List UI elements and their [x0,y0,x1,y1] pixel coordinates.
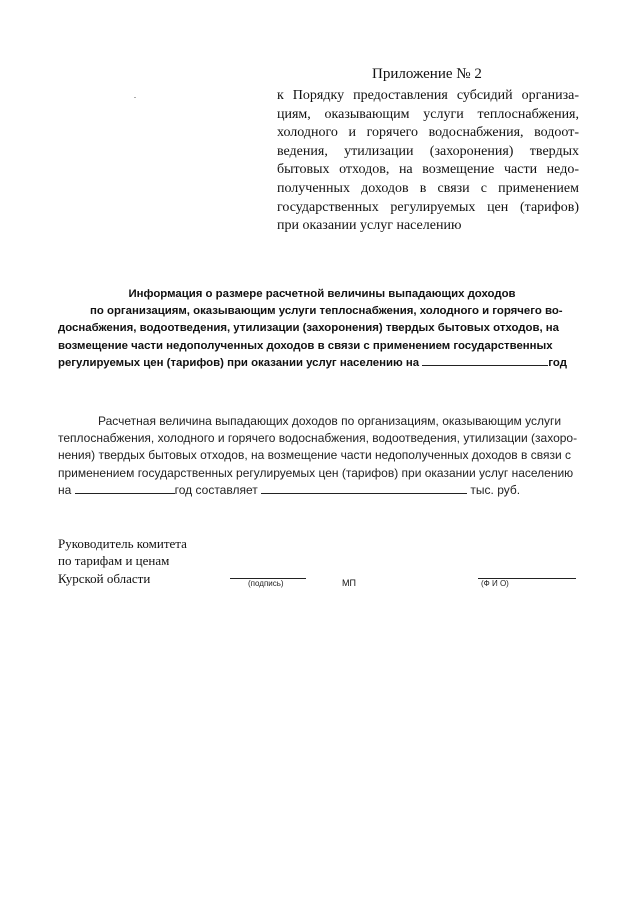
body-line: применением государственных регулируемых цен (тарифов) при оказании услуг населению [58,465,574,480]
appendix-text [277,87,579,236]
appendix-line: полученных доходов в связи с применением [277,180,579,196]
year-blank [75,483,175,494]
body-line: нения) твердых бытовых отходов, на возмещение части недополученных доходов в связи с [58,448,571,463]
appendix-line: к Порядку предоставления субсидий организа- [277,88,579,103]
body-line-last [58,482,578,499]
amount-blank [261,483,467,494]
year-suffix: год [548,356,567,369]
stamp-label: МП [342,578,356,588]
heading-line: регулируемых цен (тарифов) при оказании услуг населению на [58,356,420,369]
body-line: теплоснабжения, холодного и горячего водоснабжения, водоотведения, утилизации (захоро- [58,431,578,446]
body-line: Расчетная величина выпадающих доходов по организациям, оказывающим услуги [98,414,562,428]
signature-caption: (подпись) [248,579,284,588]
heading-line: по организациям, оказывающим услуги теплоснабжения, холодного и горячего во- [90,305,563,318]
appendix-line: государственных регулируемых цен (тарифов) [277,199,579,215]
heading-line: доснабжения, водоотведения, утилизации (захоронения) твердых бытовых отходов, на [58,322,560,335]
body-suffix: тыс. руб. [470,482,521,497]
year-blank [422,355,548,366]
document-heading [58,286,572,372]
body-mid: год составляет [174,482,258,497]
heading-line-last [58,355,572,372]
name-caption: (Ф И О) [481,579,509,588]
signatory-block [58,535,187,587]
appendix-line: бытовых отходов, на возмещение части недо- [277,162,579,178]
scan-speck [134,97,136,98]
signatory-line: Курской области [58,570,151,586]
appendix-line: холодного и горячего водоснабжения, водоот- [277,125,579,141]
heading-line: возмещение части недополученных доходов в связи с применением государственных [58,339,553,352]
signatory-line: по тарифам и ценам [58,553,170,569]
body-prefix: на [58,482,72,497]
body-paragraph [58,413,578,499]
appendix-line: при оказании услуг населению [277,218,462,234]
heading-line: Информация о размере расчетной величины выпадающих доходов [128,288,516,300]
appendix-line: циям, оказывающим услуги теплоснабжения, [277,106,579,122]
appendix-line: ведения, утилизации (захоронения) твердых [277,143,579,159]
signatory-line: Руководитель комитета [58,536,187,551]
appendix-title: Приложение № 2 [372,66,482,82]
